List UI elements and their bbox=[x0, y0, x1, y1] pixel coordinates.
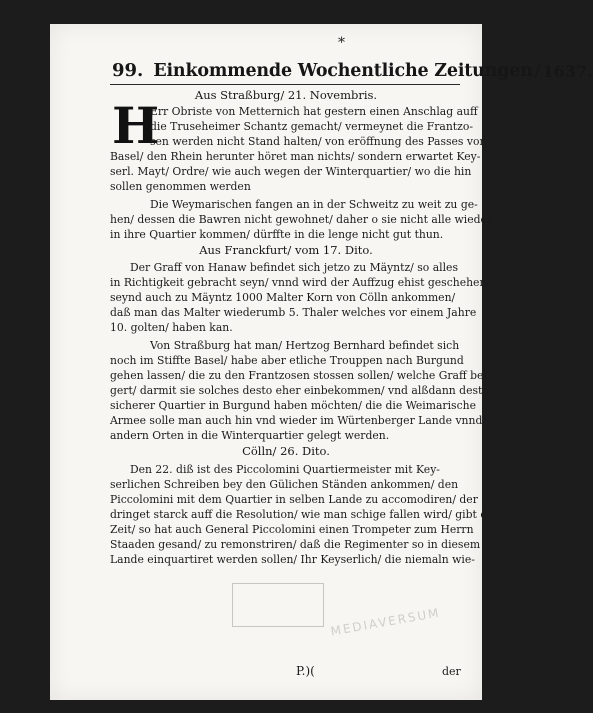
text-line: sollen genommen werden bbox=[110, 180, 251, 193]
text-line: hen/ dessen die Bawren nicht gewohnet/ daher o sie nicht alle wieder bbox=[110, 213, 493, 226]
catchword: der bbox=[442, 665, 461, 678]
text-line: sen werden nicht Stand halten/ von eröffnung des Passes von bbox=[150, 135, 487, 148]
header-separator: / bbox=[534, 61, 541, 81]
text-line: serl. Mayt/ Ordre/ wie auch wegen der Winterquartier/ wo die hin bbox=[110, 165, 472, 178]
text-line: dringet starck auff die Resolution/ wie man schige fallen wird/ gibt die bbox=[110, 508, 498, 521]
dateline-koeln: Cölln/ 26. Dito. bbox=[242, 444, 330, 458]
header-rule bbox=[110, 84, 460, 85]
text-line: die Truseheimer Schantz gemacht/ vermeynet die Frantzo- bbox=[150, 120, 473, 133]
header-title: Einkommende Wochentliche Zeitungen bbox=[153, 61, 533, 81]
text-line: seynd auch zu Mäyntz 1000 Malter Korn von Cölln ankommen/ bbox=[110, 291, 456, 304]
text-line: gert/ darmit sie solches desto eher einbekommen/ vnd alßdann desto bbox=[110, 384, 489, 397]
text-line: Armee solle man auch hin vnd wieder im Würtenberger Lande vnnd bbox=[110, 414, 483, 427]
text-line: in Richtigkeit gebracht seyn/ vnnd wird der Auffzug ehist geschehen/ bbox=[110, 276, 491, 289]
text-line: Lande einquartiret werden sollen/ Ihr Keyserlich/ die niemaln wie- bbox=[110, 553, 475, 566]
watermark: MEDIAVERSUM bbox=[329, 605, 442, 639]
dateline-strassburg: Aus Straßburg/ 21. Novembris. bbox=[194, 88, 378, 102]
text-line: daß man das Malter wiederumb 5. Thaler welches vor einem Jahre bbox=[110, 306, 477, 319]
text-line: sicherer Quartier in Burgund haben möchten/ die die Weimarische bbox=[110, 399, 476, 412]
text-line: 10. golten/ haben kan. bbox=[110, 321, 233, 334]
dateline-frankfurt: Aus Franckfurt/ vom 17. Dito. bbox=[199, 243, 373, 257]
text-line: Basel/ den Rhein herunter höret man nichts/ sondern erwartet Key- bbox=[110, 150, 481, 163]
text-line: Err Obriste von Metternich hat gestern einen Anschlag auff bbox=[150, 105, 478, 118]
header-year: 1637. bbox=[542, 62, 593, 81]
text-line: Den 22. diß ist des Piccolomini Quartiermeister mit Key- bbox=[130, 463, 440, 476]
running-header bbox=[112, 55, 593, 81]
text-line: Piccolomini mit dem Quartier in selben Lande zu accomodiren/ der bbox=[110, 493, 478, 506]
text-line: Von Straßburg hat man/ Hertzog Bernhard befindet sich bbox=[150, 339, 460, 352]
signature-mark: P.)( bbox=[296, 664, 315, 678]
page-number: 99. bbox=[112, 60, 144, 81]
text-line: Staaden gesand/ zu remonstriren/ daß die Regimenter so in diesem bbox=[110, 538, 481, 551]
text-line: noch im Stiffte Basel/ habe aber etliche Trouppen nach Burgund bbox=[110, 354, 464, 367]
text-line: gehen lassen/ die zu den Frantzosen stossen sollen/ welche Graff beil- bbox=[110, 369, 494, 382]
text-line: Zeit/ so hat auch General Piccolomini einen Trompeter zum Herrn bbox=[110, 523, 474, 536]
text-line: in ihre Quartier kommen/ dürffte in die lenge nicht gut thun. bbox=[110, 228, 444, 241]
text-line: andern Orten in die Winterquartier gelegt werden. bbox=[110, 429, 390, 442]
drop-cap: H bbox=[112, 96, 160, 155]
printer-mark: * bbox=[338, 35, 345, 51]
text-line: Der Graff von Hanaw befindet sich jetzo zu Mäyntz/ so alles bbox=[130, 261, 458, 274]
text-line: serlichen Schreiben bey den Gülichen Ständen ankommen/ den bbox=[110, 478, 459, 491]
library-stamp bbox=[232, 583, 324, 627]
text-line: Die Weymarischen fangen an in der Schweitz zu weit zu ge- bbox=[150, 198, 478, 211]
